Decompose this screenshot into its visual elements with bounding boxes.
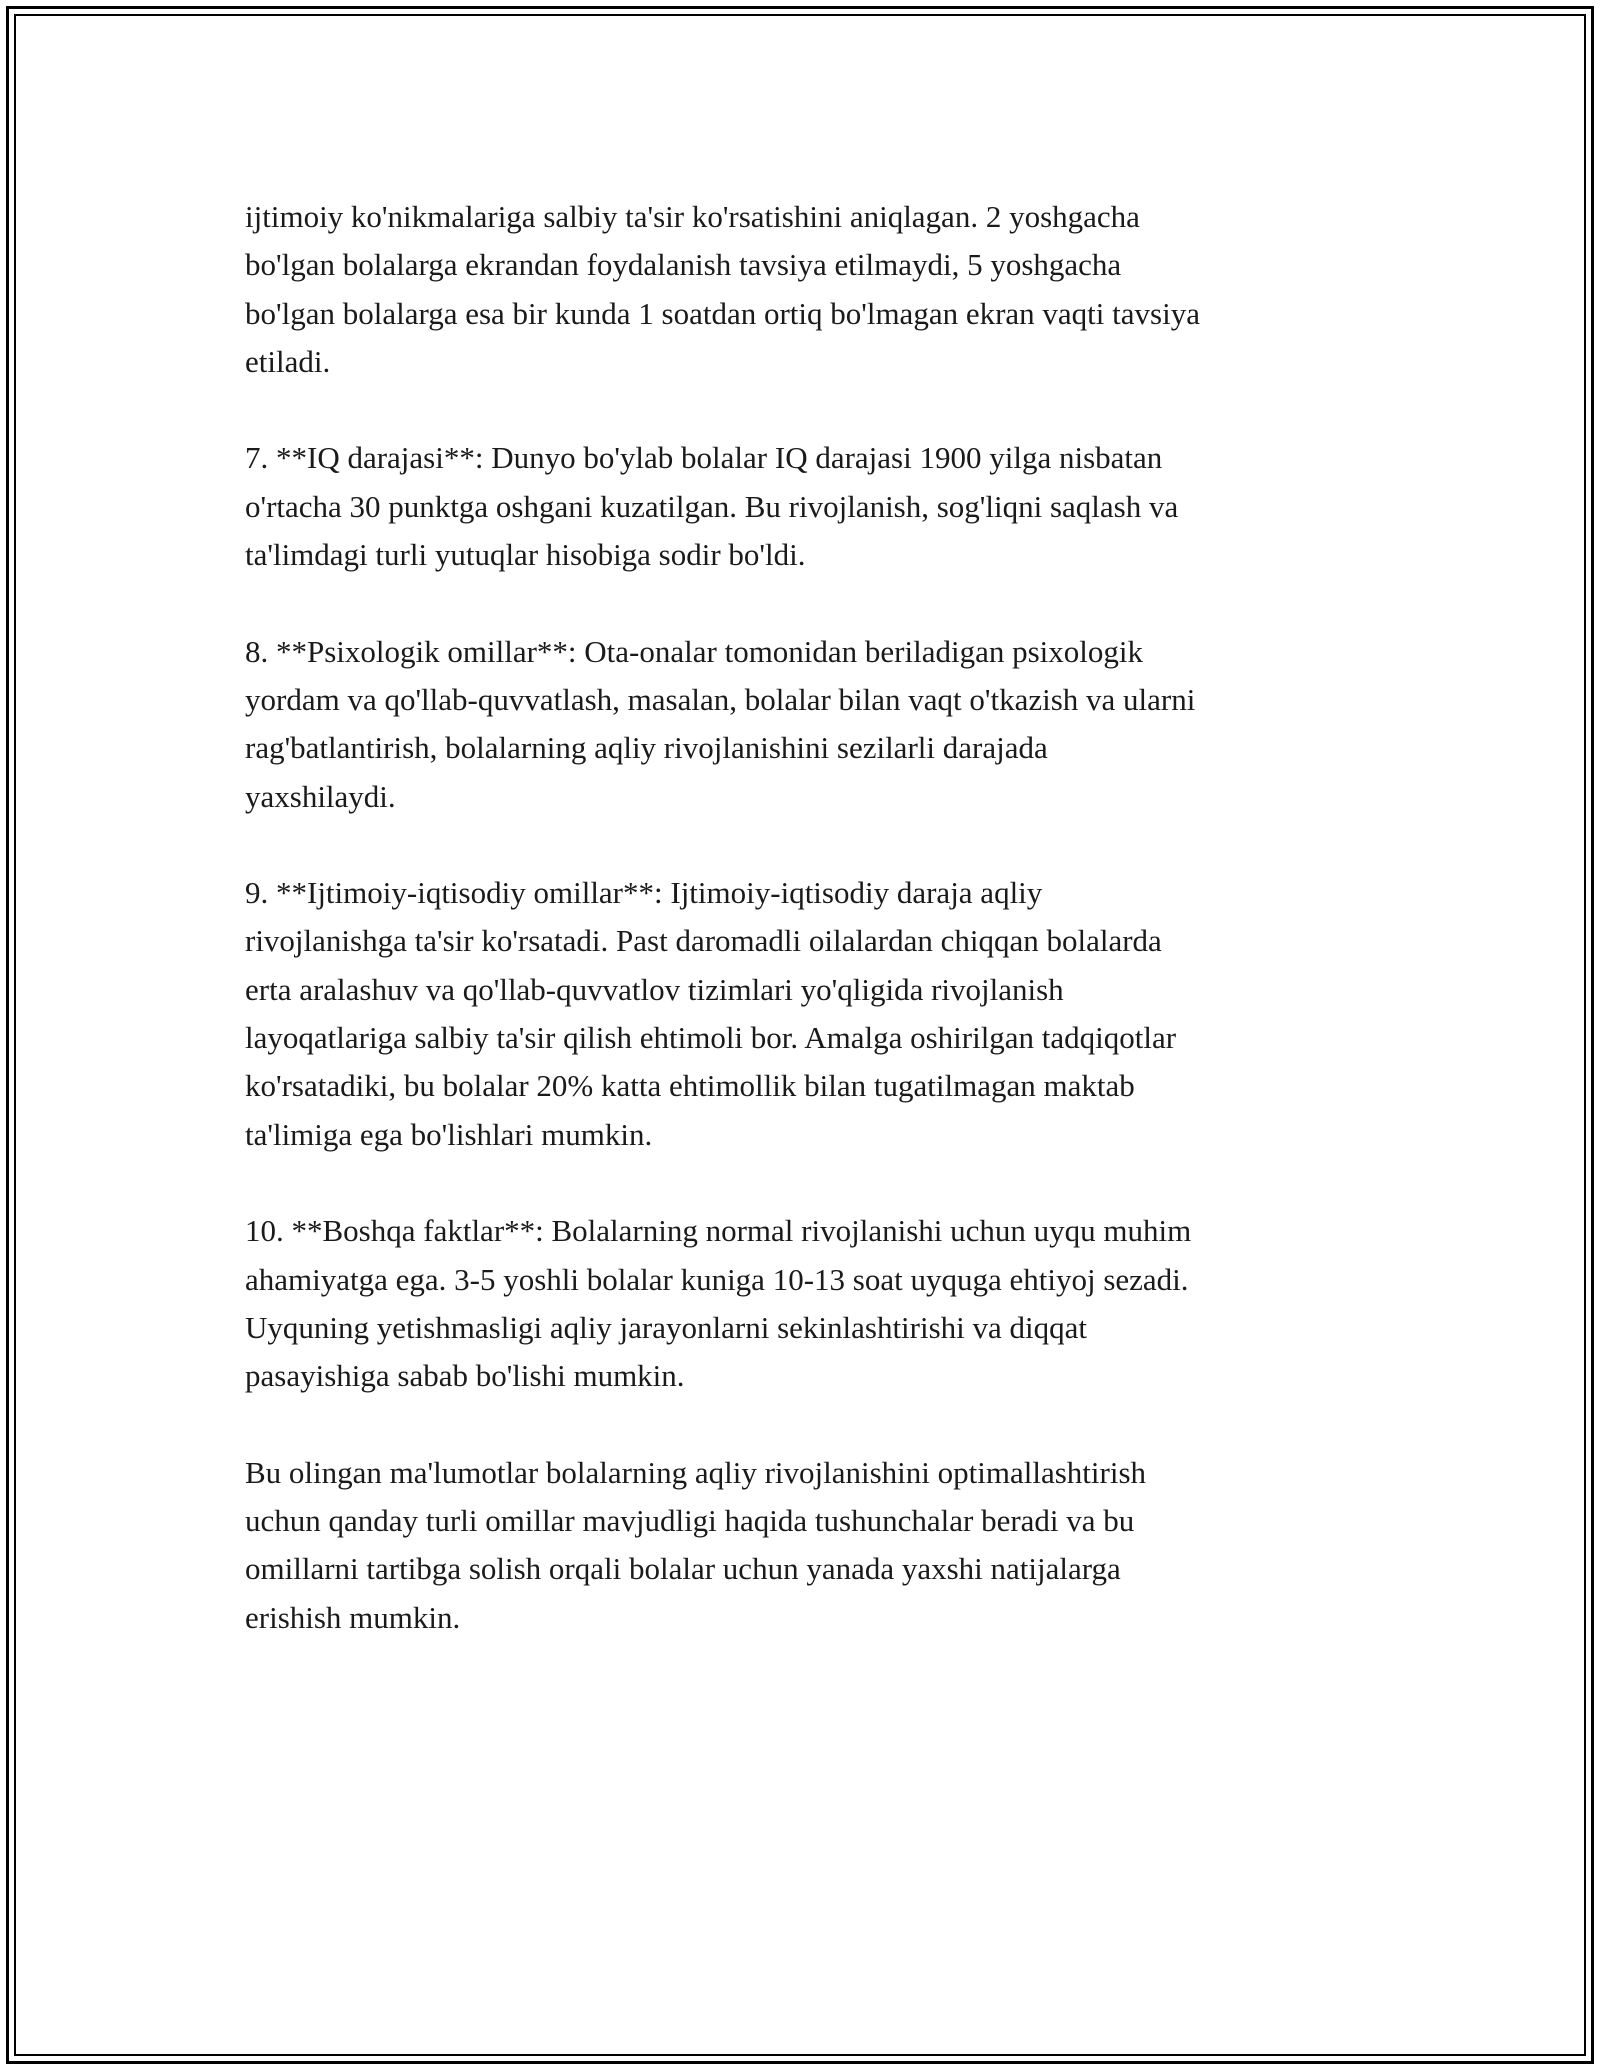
- text-line: bo'lgan bolalarga ekrandan foydalanish tavsiya etilmaydi, 5 yoshgacha: [245, 247, 1122, 283]
- text-line: ta'limdagi turli yutuqlar hisobiga sodir bo'ldi.: [245, 537, 806, 573]
- paragraph-item-8: [245, 628, 1405, 821]
- text-line: Uyquning yetishmasligi aqliy jarayonlarni sekinlashtirishi va diqqat: [245, 1309, 1088, 1345]
- page-frame: [6, 6, 1594, 2064]
- text-line: etiladi.: [245, 343, 331, 379]
- text-line: ijtimoiy ko'nikmalariga salbiy ta'sir ko'rsatishini aniqlagan. 2 yoshgacha: [245, 199, 1140, 234]
- paragraph-conclusion: [245, 1449, 1405, 1642]
- text-line: layoqatlariga salbiy ta'sir qilish ehtimoli bor. Amalga oshirilgan tadqiqotlar: [245, 1020, 1177, 1056]
- paragraph-item-10: [245, 1207, 1405, 1400]
- text-line: 9. **Ijtimoiy-iqtisodiy omillar**: Ijtimoiy-iqtisodiy daraja aqliy: [245, 875, 1043, 911]
- text-line: erta aralashuv va qo'llab-quvvatlov tizimlari yo'qligida rivojlanish: [245, 971, 1064, 1007]
- text-line: bo'lgan bolalarga esa bir kunda 1 soatdan ortiq bo'lmagan ekran vaqti tavsiya: [245, 295, 1200, 331]
- text-line: ahamiyatga ega. 3-5 yoshli bolalar kuniga 10-13 soat uyquga ehtiyoj sezadi.: [245, 1261, 1189, 1297]
- text-line: uchun qanday turli omillar mavjudligi haqida tushunchalar beradi va bu: [245, 1503, 1135, 1539]
- text-line: rivojlanishga ta'sir ko'rsatadi. Past daromadli oilalardan chiqqan bolalarda: [245, 923, 1162, 959]
- text-line: pasayishiga sabab bo'lishi mumkin.: [245, 1358, 685, 1394]
- text-line: omillarni tartibga solish orqali bolalar uchun yanada yaxshi natijalarga: [245, 1551, 1121, 1587]
- text-line: rag'batlantirish, bolalarning aqliy rivojlanishini sezilarli darajada: [245, 730, 1048, 766]
- paragraph-continued-screen-time: [245, 193, 1405, 386]
- text-line: ko'rsatadiki, bu bolalar 20% katta ehtimollik bilan tugatilmagan maktab: [245, 1068, 1135, 1104]
- text-line: yaxshilaydi.: [245, 778, 396, 814]
- text-line: erishish mumkin.: [245, 1599, 461, 1635]
- text-line: ta'limiga ega bo'lishlari mumkin.: [245, 1116, 653, 1152]
- text-line: 7. **IQ darajasi**: Dunyo bo'ylab bolalar IQ darajasi 1900 yilga nisbatan: [245, 440, 1163, 476]
- text-line: o'rtacha 30 punktga oshgani kuzatilgan. Bu rivojlanish, sog'liqni saqlash va: [245, 488, 1179, 524]
- text-line: 10. **Boshqa faktlar**: Bolalarning normal rivojlanishi uchun uyqu muhim: [245, 1213, 1192, 1249]
- paragraph-item-7: [245, 434, 1405, 579]
- text-line: Bu olingan ma'lumotlar bolalarning aqliy rivojlanishini optimallashtirish: [245, 1454, 1147, 1490]
- text-line: yordam va qo'llab-quvvatlash, masalan, bolalar bilan vaqt o'tkazish va ularni: [245, 681, 1196, 717]
- document-body: [245, 193, 1405, 1690]
- text-line: 8. **Psixologik omillar**: Ota-onalar tomonidan beriladigan psixologik: [245, 633, 1144, 669]
- paragraph-item-9: [245, 869, 1405, 1159]
